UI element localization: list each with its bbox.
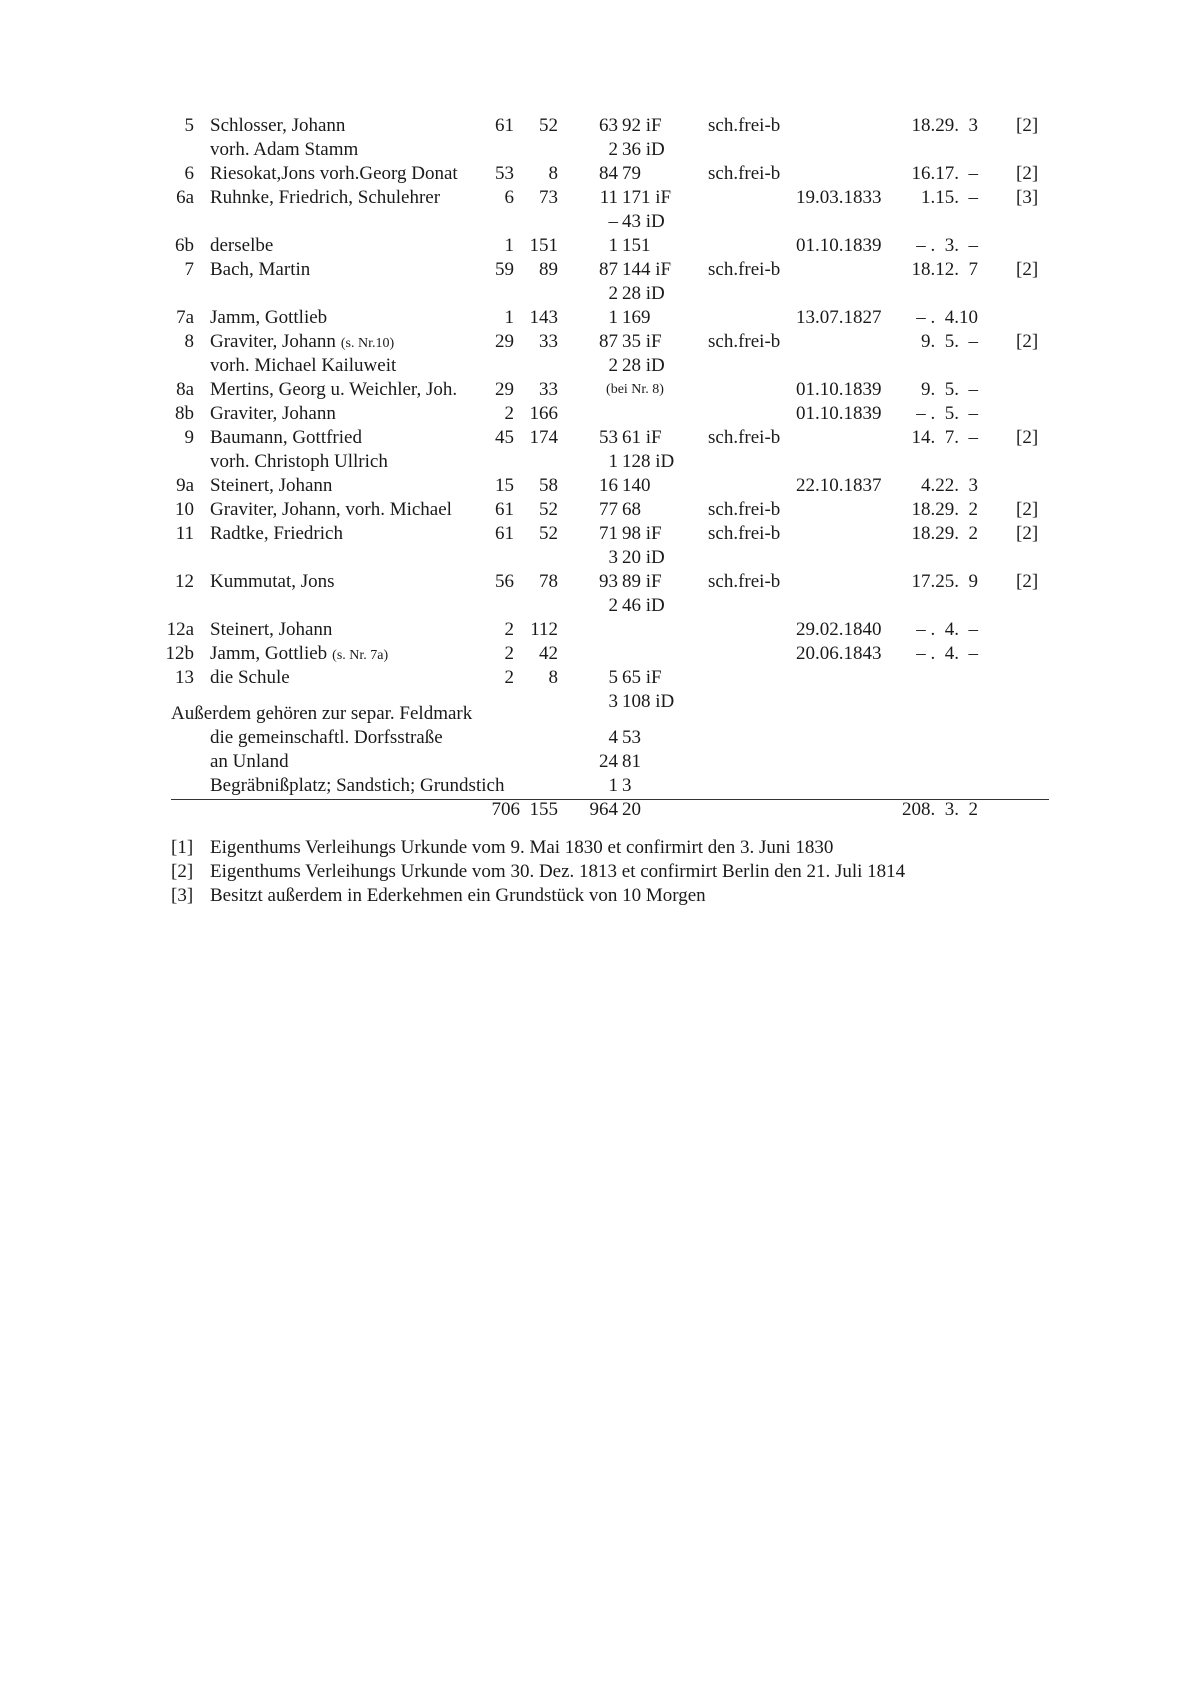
area-a-second: 8: [548, 667, 558, 688]
table-row: [0, 426, 1190, 450]
area-b-first: 1: [608, 451, 618, 472]
extra-item-row: [0, 750, 1190, 774]
area-b-second: 89 iF: [622, 571, 662, 592]
footnote-reference: [2]: [1016, 331, 1039, 352]
area-a-first: 61: [495, 499, 514, 520]
footnote-mark: [2]: [171, 861, 194, 882]
acquisition-date: 20.06.1843: [796, 643, 882, 664]
area-b-second: 65 iF: [622, 667, 662, 688]
owner-name: Steinert, Johann: [210, 475, 333, 496]
area-b-second: 43 iD: [622, 211, 665, 232]
assessed-value: – . 3. –: [916, 235, 978, 256]
area-b-first: 5: [608, 667, 618, 688]
table-row: [0, 546, 1190, 570]
acquisition-date: 29.02.1840: [796, 619, 882, 640]
area-a-second: 42: [539, 643, 558, 664]
area-b-second: 46 iD: [622, 595, 665, 616]
total-b2: 20: [622, 799, 641, 820]
owner-name: Schlosser, Johann: [210, 115, 346, 136]
area-b-first: 2: [608, 283, 618, 304]
extra-item-b2: 53: [622, 727, 641, 748]
area-b-first: 87: [599, 259, 618, 280]
entry-number: 9: [184, 427, 194, 448]
table-row: [0, 306, 1190, 330]
assessed-value: 4.22. 3: [921, 475, 978, 496]
extra-heading-row: [0, 702, 1190, 726]
assessed-value: 18.29. 2: [911, 523, 978, 544]
footnote-text: Besitzt außerdem in Ederkehmen ein Grundstück von 10 Morgen: [210, 885, 706, 906]
area-b-second: 128 iD: [622, 451, 675, 472]
assessed-value: – . 5. –: [916, 403, 978, 424]
area-b-second: 92 iF: [622, 115, 662, 136]
assessed-value: 18.12. 7: [911, 259, 978, 280]
extra-item-row: [0, 774, 1190, 798]
area-b-first: 1: [608, 235, 618, 256]
area-b-first: 2: [608, 355, 618, 376]
status-text: sch.frei-b: [708, 259, 781, 280]
entry-number: 8b: [175, 403, 194, 424]
extra-heading: Außerdem gehören zur separ. Feldmark: [171, 703, 473, 724]
area-b-second: 98 iF: [622, 523, 662, 544]
owner-name: Kummutat, Jons: [210, 571, 335, 592]
area-b-note: (bei Nr. 8): [606, 382, 664, 397]
area-a-first: 15: [495, 475, 514, 496]
table-row: [0, 210, 1190, 234]
status-text: sch.frei-b: [708, 523, 781, 544]
area-b-second: 36 iD: [622, 139, 665, 160]
assessed-value: – . 4. –: [916, 619, 978, 640]
area-a-first: 6: [504, 187, 514, 208]
area-a-first: 29: [495, 331, 514, 352]
entry-number: 8a: [176, 379, 194, 400]
footnote-reference: [2]: [1016, 523, 1039, 544]
footnote-text: Eigenthums Verleihungs Urkunde vom 9. Mai 1830 et confirmirt den 3. Juni 1830: [210, 837, 834, 858]
area-a-second: 112: [530, 619, 558, 640]
area-b-second: 61 iF: [622, 427, 662, 448]
area-a-first: 56: [495, 571, 514, 592]
status-text: sch.frei-b: [708, 331, 781, 352]
area-b-second: 28 iD: [622, 283, 665, 304]
area-b-second: 169: [622, 307, 651, 328]
acquisition-date: 01.10.1839: [796, 235, 882, 256]
owner-name: Graviter, Johann, vorh. Michael: [210, 499, 452, 520]
owner-name: Jamm, Gottlieb: [210, 643, 328, 664]
area-a-first: 45: [495, 427, 514, 448]
entry-number: 12: [175, 571, 194, 592]
area-b-first: 77: [599, 499, 618, 520]
acquisition-date: 19.03.1833: [796, 187, 882, 208]
area-b-second: 79: [622, 163, 641, 184]
footnote-text: Eigenthums Verleihungs Urkunde vom 30. Dez. 1813 et confirmirt Berlin den 21. Juli 1814: [210, 861, 906, 882]
table-row: [0, 450, 1190, 474]
area-a-first: 1: [504, 235, 514, 256]
area-b-second: 20 iD: [622, 547, 665, 568]
cross-reference-note: (s. Nr. 7a): [332, 648, 389, 663]
extra-item-label: Begräbnißplatz; Sandstich; Grundstich: [210, 775, 505, 796]
total-area-a: 706 155: [491, 799, 558, 820]
status-text: sch.frei-b: [708, 499, 781, 520]
assessed-value: 9. 5. –: [921, 379, 978, 400]
footnote-reference: [2]: [1016, 499, 1039, 520]
table-row: [0, 402, 1190, 426]
footnote-reference: [2]: [1016, 115, 1039, 136]
area-b-first: 93: [599, 571, 618, 592]
table-row: [0, 378, 1190, 402]
area-a-second: 143: [529, 307, 558, 328]
area-b-first: 16: [599, 475, 618, 496]
footnote-mark: [3]: [171, 885, 194, 906]
footnote-reference: [3]: [1016, 187, 1039, 208]
acquisition-date: 13.07.1827: [796, 307, 882, 328]
owner-name-cell: [210, 642, 388, 668]
area-a-second: 73: [539, 187, 558, 208]
area-a-first: 2: [504, 619, 514, 640]
table-row: [0, 354, 1190, 378]
area-b-second: 144 iF: [622, 259, 672, 280]
table-row: [0, 234, 1190, 258]
entry-number: 8: [184, 331, 194, 352]
entry-number: 6a: [176, 187, 194, 208]
area-b-first: –: [608, 211, 618, 232]
area-b-first: 53: [599, 427, 618, 448]
extra-item-b1: 24: [599, 751, 618, 772]
table-row: [0, 258, 1190, 282]
table-row: [0, 498, 1190, 522]
area-b-second: 151: [622, 235, 651, 256]
area-a-first: 59: [495, 259, 514, 280]
area-a-second: 89: [539, 259, 558, 280]
area-a-second: 33: [539, 331, 558, 352]
area-a-first: 2: [504, 643, 514, 664]
area-b-second: 140: [622, 475, 651, 496]
table-row: [0, 474, 1190, 498]
assessed-value: – . 4.10: [916, 307, 978, 328]
area-b-first: 84: [599, 163, 618, 184]
extra-item-label: an Unland: [210, 751, 289, 772]
entry-number: 9a: [176, 475, 194, 496]
owner-name: vorh. Christoph Ullrich: [210, 451, 388, 472]
assessed-value: 18.29. 2: [911, 499, 978, 520]
area-a-first: 29: [495, 379, 514, 400]
table-row: [0, 162, 1190, 186]
assessed-value: 17.25. 9: [911, 571, 978, 592]
area-a-second: 78: [539, 571, 558, 592]
owner-name: vorh. Adam Stamm: [210, 139, 359, 160]
assessed-value: – . 4. –: [916, 643, 978, 664]
area-b-first: 87: [599, 331, 618, 352]
area-a-first: 1: [504, 307, 514, 328]
acquisition-date: 22.10.1837: [796, 475, 882, 496]
area-a-second: 52: [539, 115, 558, 136]
table-row: [0, 114, 1190, 138]
totals-row: [0, 798, 1190, 822]
entry-number: 6: [184, 163, 194, 184]
table-row: [0, 186, 1190, 210]
area-a-first: 2: [504, 403, 514, 424]
status-text: sch.frei-b: [708, 163, 781, 184]
footnote-mark: [1]: [171, 837, 194, 858]
table-row: [0, 642, 1190, 666]
assessed-value: 18.29. 3: [911, 115, 978, 136]
area-a-first: 2: [504, 667, 514, 688]
assessed-value: 14. 7. –: [911, 427, 978, 448]
owner-name: die Schule: [210, 667, 290, 688]
extra-item-b2: 3: [622, 775, 632, 796]
area-b-first: 2: [608, 139, 618, 160]
table-row: [0, 330, 1190, 354]
owner-name: Mertins, Georg u. Weichler, Joh.: [210, 379, 458, 400]
acquisition-date: 01.10.1839: [796, 379, 882, 400]
owner-name: derselbe: [210, 235, 274, 256]
area-b-first: 11: [599, 187, 618, 208]
owner-name: Steinert, Johann: [210, 619, 333, 640]
status-text: sch.frei-b: [708, 115, 781, 136]
area-b-first: 3: [608, 547, 618, 568]
owner-name: Graviter, Johann: [210, 403, 336, 424]
area-b-second: 108 iD: [622, 691, 675, 712]
entry-number: 5: [184, 115, 194, 136]
area-b-first: 1: [608, 307, 618, 328]
area-a-first: 53: [495, 163, 514, 184]
owner-name: Jamm, Gottlieb: [210, 307, 328, 328]
extra-item-b2: 81: [622, 751, 641, 772]
entry-number: 7a: [176, 307, 194, 328]
area-b-first: 3: [608, 691, 618, 712]
owner-name: Baumann, Gottfried: [210, 427, 362, 448]
extra-item-label: die gemeinschaftl. Dorfsstraße: [210, 727, 443, 748]
area-a-first: 61: [495, 115, 514, 136]
entry-number: 13: [175, 667, 194, 688]
area-a-second: 166: [529, 403, 558, 424]
table-row: [0, 522, 1190, 546]
table-row: [0, 666, 1190, 690]
table-row: [0, 594, 1190, 618]
entry-number: 7: [184, 259, 194, 280]
assessed-value: 16.17. –: [911, 163, 978, 184]
acquisition-date: 01.10.1839: [796, 403, 882, 424]
area-a-second: 8: [548, 163, 558, 184]
footnote-reference: [2]: [1016, 571, 1039, 592]
total-b1: 964: [589, 799, 618, 820]
cross-reference-note: (s. Nr.10): [340, 336, 395, 351]
entry-number: 10: [175, 499, 194, 520]
owner-name-cell: [210, 330, 394, 356]
extra-item-b1: 1: [608, 775, 618, 796]
table-row: [0, 282, 1190, 306]
area-b-second: 35 iF: [622, 331, 662, 352]
area-b-second: 171 iF: [622, 187, 672, 208]
owner-name: vorh. Michael Kailuweit: [210, 355, 397, 376]
total-value: 208. 3. 2: [902, 799, 978, 820]
entry-number: 12a: [166, 619, 194, 640]
area-b-second: 28 iD: [622, 355, 665, 376]
footnote-reference: [2]: [1016, 259, 1039, 280]
status-text: sch.frei-b: [708, 571, 781, 592]
owner-name: Riesokat,Jons vorh.Georg Donat: [210, 163, 458, 184]
entry-number: 11: [175, 523, 194, 544]
area-a-second: 58: [539, 475, 558, 496]
extra-item-b1: 4: [608, 727, 618, 748]
owner-name: Ruhnke, Friedrich, Schulehrer: [210, 187, 441, 208]
area-a-first: 61: [495, 523, 514, 544]
owner-name: Graviter, Johann: [210, 331, 336, 352]
table-row: [0, 618, 1190, 642]
extra-item-row: [0, 726, 1190, 750]
area-b-first: 71: [599, 523, 618, 544]
owner-name: Bach, Martin: [210, 259, 311, 280]
table-row: [0, 138, 1190, 162]
entry-number: 12b: [165, 643, 194, 664]
area-a-second: 151: [529, 235, 558, 256]
assessed-value: 1.15. –: [921, 187, 978, 208]
owner-name: Radtke, Friedrich: [210, 523, 343, 544]
area-b-first: 2: [608, 595, 618, 616]
footnote-reference: [2]: [1016, 427, 1039, 448]
area-a-second: 52: [539, 499, 558, 520]
table-row: [0, 570, 1190, 594]
area-a-second: 33: [539, 379, 558, 400]
area-b-first: 63: [599, 115, 618, 136]
area-a-second: 52: [539, 523, 558, 544]
status-text: sch.frei-b: [708, 427, 781, 448]
assessed-value: 9. 5. –: [921, 331, 978, 352]
footnote-reference: [2]: [1016, 163, 1039, 184]
area-b-second: 68: [622, 499, 641, 520]
entry-number: 6b: [175, 235, 194, 256]
area-a-second: 174: [529, 427, 558, 448]
